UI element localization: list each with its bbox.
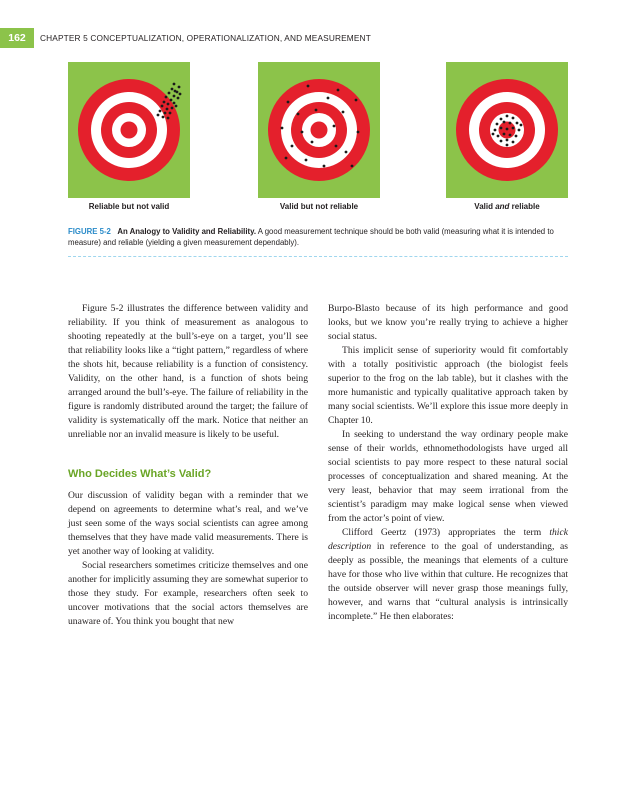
panel-caption-3: Valid and reliable — [474, 202, 540, 211]
paragraph: Social researchers sometimes criticize themselves and one another for implicitly assuming they are somewhat superior to those they study. For example, researchers often seek to uncover motivations that the social actors themselves are unaware of. You think you bought that new — [68, 560, 308, 627]
paragraph: Burpo-Blasto because of its high performance and good looks, but we know you’re really trying to achieve a higher social status. — [328, 303, 568, 342]
section-heading: Who Decides What’s Valid? — [68, 468, 212, 480]
target-graphic — [258, 62, 380, 198]
page-number: 162 — [0, 28, 34, 48]
chapter-title: CHAPTER 5 CONCEPTUALIZATION, OPERATIONALIZATION, AND MEASUREMENT — [40, 33, 371, 43]
paragraph: Our discussion of validity began with a reminder that we depend on agreements to determine what’s real, and we’ve just seen some of the ways social scientists can agree among themselves that they have made valid measurements. There is yet another way of looking at validity. — [68, 490, 308, 557]
paragraph: Clifford Geertz (1973) appropriates the term thick description in reference to the goal of understanding, as deeply as possible, the meanings that elements of a culture have for those who live within that culture. He recognizes that the outside observer will never grasp those meanings fully, however, and warns that “cultural analysis is intrinsically incomplete.” He then elaborates: — [328, 527, 568, 622]
caption-divider — [68, 256, 568, 257]
figure-caption-text: A good measurement technique should be both valid (measuring what it is intended to measure) and reliable (yielding a given measurement dependably). — [68, 227, 554, 247]
paragraph: In seeking to understand the way ordinary people make sense of their worlds, ethnomethodologists have urged all social scientists to pay more respect to these natural social processes of conceptualization and shared meaning. At the very least, behavior that may seem irrational from the scientist’s paradigm may make logical sense when viewed from the actor’s point of view. — [328, 429, 568, 524]
figure-caption — [68, 226, 568, 248]
right-column — [328, 302, 568, 624]
panel-caption-2: Valid but not reliable — [279, 202, 359, 211]
left-column — [68, 302, 308, 629]
panel-caption-1: Reliable but not valid — [88, 202, 170, 211]
figure-label: FIGURE 5-2 — [68, 227, 111, 236]
target-graphic — [68, 62, 190, 198]
figure-title: An Analogy to Validity and Reliability. — [117, 227, 257, 236]
paragraph: This implicit sense of superiority would fit comfortably with a totally positivistic approach (the biologist feels superior to the frog on the lab table), but it clashes with the more humanistic and typically qualitative approach taken by many social scientists. We’ll explore this issue more deeply in Chapter 10. — [328, 345, 568, 426]
target-reliable-not-valid — [68, 62, 190, 198]
target-valid-and-reliable — [446, 62, 568, 198]
target-valid-not-reliable — [258, 62, 380, 198]
paragraph: Figure 5-2 illustrates the difference between validity and reliability. If you think of measurement as analogous to shooting repeatedly at the bull’s-eye on a target, you’ll see that reliability looks like a “tight pattern,” regardless of where the shots hit, because reliability is a function of consistency. Validity, on the other hand, is a function of shots being arranged around the bull’s-eye. The failure of reliability in the figure is randomly distributed around the target; the failure of validity is systematically off the mark. Notice that neither an unreliable nor an invalid measure is likely to be useful. — [68, 303, 308, 440]
target-graphic — [446, 62, 568, 198]
